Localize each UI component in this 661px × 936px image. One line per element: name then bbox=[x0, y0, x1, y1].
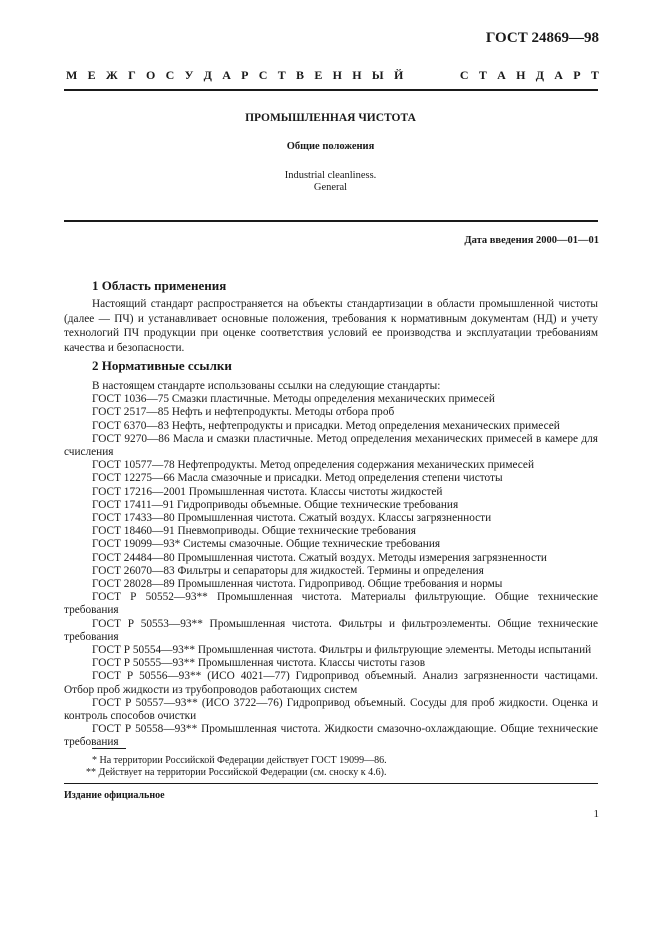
reference-item: ГОСТ 19099—93* Системы смазочные. Общие технические требования bbox=[92, 538, 441, 551]
reference-item: ГОСТ Р 50554—93** Промышленная чистота. Фильтры и фильтрующие элементы. Методы испытаний bbox=[92, 644, 592, 657]
page-number: 1 bbox=[593, 808, 599, 820]
letter: Д bbox=[203, 68, 212, 82]
section1-heading: 1 Область применения bbox=[92, 278, 227, 293]
letter: Р bbox=[573, 68, 581, 82]
reference-item: ГОСТ 1036—75 Смазки пластичные. Методы определения механических примесей bbox=[92, 393, 495, 406]
section2-heading: 2 Нормативные ссылки bbox=[92, 358, 232, 373]
reference-item: ГОСТ 26070—83 Фильтры и сепараторы для жидкостей. Термины и определения bbox=[92, 564, 484, 577]
footnote-rule bbox=[92, 748, 126, 749]
reference-item: ГОСТ 17411—91 Гидроприводы объемные. Общие технические требования bbox=[92, 498, 459, 511]
letter: Е bbox=[314, 68, 323, 82]
reference-item: ГОСТ 10577—78 Нефтепродукты. Метод определения содержания механических примесей bbox=[92, 459, 534, 472]
reference-item: ГОСТ 24484—80 Промышленная чистота. Сжатый воздух. Методы измерения загрязненности bbox=[92, 551, 547, 564]
letter: Г bbox=[128, 68, 136, 82]
reference-item: ГОСТ Р 50555—93** Промышленная чистота. Классы чистоты газов bbox=[92, 657, 426, 670]
reference-intro: В настоящем стандарте использованы ссылки на следующие стандарты: bbox=[92, 380, 441, 392]
reference-item: ГОСТ 28028—89 Промышленная чистота. Гидропривод. Общие требования и нормы bbox=[92, 578, 503, 591]
reference-item: ГОСТ 12275—66 Масла смазочные и присадки. Метод определения степени чистоты bbox=[92, 472, 503, 485]
letter: С bbox=[165, 68, 175, 82]
reference-list bbox=[64, 380, 598, 750]
english-title-line2: General bbox=[313, 182, 348, 193]
letter: Н bbox=[516, 68, 526, 82]
reference-item: ГОСТ 17433—80 Промышленная чистота. Сжатый воздух. Классы загрязненности bbox=[92, 512, 492, 525]
letter: Н bbox=[332, 68, 342, 82]
letter: Й bbox=[393, 68, 404, 82]
section1-text bbox=[64, 297, 598, 355]
reference-item: ГОСТ Р 50556—93** (ИСО 4021—77) Гидропривод объемный. Анализ загрязненности частицами. Отбор проб жидкости из трубопроводов работающих систем bbox=[64, 670, 598, 696]
letter: Е bbox=[87, 68, 96, 82]
section1-text-body: Настоящий стандарт распространяется на объекты стандартизации в области промышленной чистоты (далее — ПЧ) и устанавливает основные положения, требования к нормативным документам (НД) и учету технологий ПЧ продукции при оценке соответствия условий ее производства и эксплуатации требованиям качества и безопасности. bbox=[64, 298, 598, 354]
footnote-1: * На территории Российской Федерации действует ГОСТ 19099—86. bbox=[92, 755, 387, 766]
title-rule bbox=[64, 220, 598, 222]
letter: М bbox=[66, 68, 78, 82]
top-rule bbox=[64, 89, 598, 91]
footnote-2: ** Действует на территории Российской Федерации (см. сноску к 4.6). bbox=[86, 767, 387, 778]
reference-item: ГОСТ 17216—2001 Промышленная чистота. Классы чистоты жидкостей bbox=[92, 485, 443, 498]
letter: Д bbox=[535, 68, 544, 82]
letter: Ы bbox=[371, 68, 384, 82]
reference-item: ГОСТ Р 50552—93** Промышленная чистота. Материалы фильтрующие. Общие технические требования bbox=[64, 591, 598, 617]
letter: В bbox=[296, 68, 305, 82]
letter: У bbox=[184, 68, 194, 82]
letter: Ж bbox=[105, 68, 118, 82]
introduction-date: Дата введения 2000—01—01 bbox=[464, 235, 599, 246]
document-subtitle: Общие положения bbox=[286, 141, 375, 152]
standard-type-heading bbox=[66, 68, 599, 83]
english-title-line1: Industrial cleanliness. bbox=[284, 170, 377, 181]
letter: О bbox=[145, 68, 156, 82]
letter: А bbox=[222, 68, 231, 82]
english-title bbox=[0, 170, 661, 194]
letter: Н bbox=[352, 68, 362, 82]
gost-number: ГОСТ 24869—98 bbox=[485, 30, 599, 46]
reference-item: ГОСТ 2517—85 Нефть и нефтепродукты. Методы отбора проб bbox=[92, 406, 395, 419]
reference-item: ГОСТ Р 50558—93** Промышленная чистота. Жидкости смазочно-охлаждающие. Общие технические требования bbox=[64, 723, 598, 749]
reference-item: ГОСТ 18460—91 Пневмоприводы. Общие технические требования bbox=[92, 525, 416, 538]
letter: С bbox=[459, 68, 469, 82]
letter: Т bbox=[277, 68, 286, 82]
reference-item: ГОСТ Р 50553—93** Промышленная чистота. Фильтры и фильтроэлементы. Общие технические требования bbox=[64, 617, 598, 643]
letter: Р bbox=[241, 68, 249, 82]
reference-item: ГОСТ 9270—86 Масла и смазки пластичные. Метод определения механических примесей в камере для счисления bbox=[64, 432, 598, 459]
letter: Т bbox=[478, 68, 487, 82]
letter: Т bbox=[590, 68, 599, 82]
document-title: ПРОМЫШЛЕННАЯ ЧИСТОТА bbox=[245, 112, 416, 124]
reference-item: ГОСТ 6370—83 Нефть, нефтепродукты и присадки. Метод определения механических примесей bbox=[92, 419, 560, 432]
word-gap bbox=[414, 68, 450, 83]
letter: С bbox=[258, 68, 268, 82]
letter: А bbox=[497, 68, 506, 82]
footer-rule bbox=[64, 783, 598, 784]
reference-item: ГОСТ Р 50557—93** (ИСО 3722—76) Гидропривод объемный. Сосуды для проб жидкости. Оценка и контроль способов очистки bbox=[64, 696, 598, 723]
letter: А bbox=[554, 68, 563, 82]
edition-label: Издание официальное bbox=[64, 790, 165, 801]
